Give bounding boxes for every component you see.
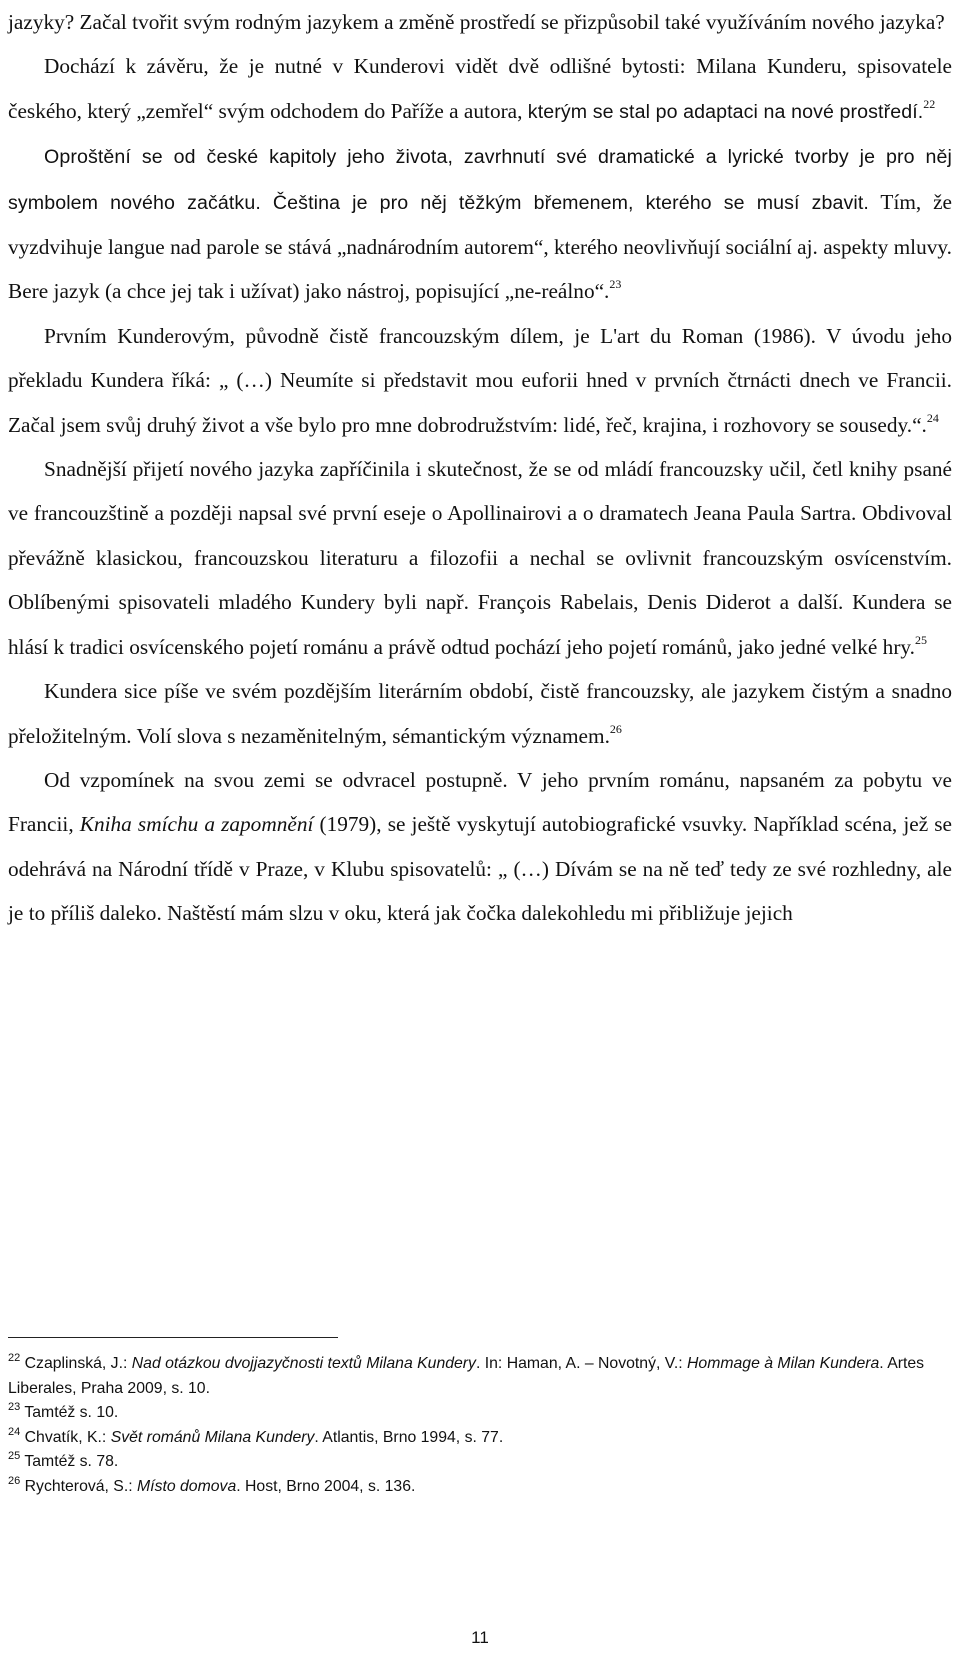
text-run: Prvním Kunderovým, původně čistě francouzským dílem, je L'art du Roman (1986). V úvodu jeho překladu Kundera říká: „ (…) Neumíte si představit mou euforii hned v prvních čtrnácti dnech ve Francii. Začal jsem svůj druhý život a vše bylo pro mne dobrodružstvím: lidé, řeč, krajina, i rozhovory se sousedy.“. — [8, 323, 952, 437]
footnote — [8, 1475, 948, 1500]
body-text — [8, 0, 952, 936]
footnote-separator — [8, 1337, 338, 1338]
text-run: Od vzpomínek na svou zemi se odvracel postupně. V jeho prvním románu, napsaném za pobytu ve Francii, — [8, 767, 952, 837]
footnote — [8, 1352, 948, 1401]
footnote-title: Nad otázkou dvojjazyčnosti textů Milana Kundery — [131, 1355, 476, 1372]
footnote — [8, 1450, 948, 1475]
text-run: Kundera sice píše ve svém pozdějším literárním období, čistě francouzsky, ale jazykem čistým a snadno přeložitelným. Volí slova s nezaměnitelným, sémantickým významem. — [8, 679, 952, 748]
footnote-ref: 25 — [915, 632, 928, 647]
text-run: Snadnější přijetí nového jazyka zapříčinila i skutečnost, že se od mládí francouzsky učil, četl knihy psané ve francouzštině a později napsal své první eseje o Apollinairovi a o dramatech Jeana Paula Sartra. Obdivoval převážně klasickou, francouzskou literaturu a filozofii a nechal se ovlivnit francouzským osvícenstvím. Oblíbenými spisovateli mladého Kundery byli např. François Rabelais, Denis Diderot a další. Kundera se hlásí k tradici osvícenského pojetí románu a právě odtud pochází jeho pojetí románů, jako jedné velké hry. — [8, 457, 952, 659]
footnote-ref: 26 — [609, 721, 622, 736]
footnote-title: Místo domova — [137, 1477, 237, 1495]
paragraph — [8, 447, 952, 669]
paragraph — [8, 134, 952, 314]
footnote-ref: 22 — [923, 96, 936, 111]
text-run: Tím, že vyzdvihuje langue nad parole se stává „nadnárodním autorem“, kterého neovlivňují sociální aj. aspekty mluvy. Bere jazyk (a chce jej tak i užívat) jako nástroj, popisující „ne-reálno“. — [8, 189, 952, 304]
footnote-title: Svět románů Milana Kundery — [110, 1428, 315, 1446]
footnote-text: . Atlantis, Brno 1994, s. 77. — [314, 1428, 504, 1446]
footnote-ref: 23 — [609, 277, 622, 292]
text-run: Dochází k závěru, že je nutné v Kunderovi vidět dvě odlišné bytosti: Milana Kunderu, spisovatele českého, který „zemřel“ svým odchodem do Paříže a autora, — [8, 54, 952, 123]
footnote — [8, 1426, 948, 1451]
text-run: kterým se stal po adaptaci na nové prostředí. — [527, 100, 924, 123]
footnote-text: Tamtéž s. 10. — [20, 1404, 119, 1421]
footnote-number: 26 — [8, 1474, 21, 1487]
paragraph — [8, 44, 952, 134]
paragraph — [8, 758, 952, 936]
footnote-number: 22 — [8, 1352, 21, 1364]
footnote-text: . Artes Liberales, Praha 2009, s. 10. — [8, 1355, 925, 1397]
text-run: (1979), se ještě vyskytují autobiografické vsuvky. Například scéna, jež se odehrává na Národní třídě v Praze, v Klubu spisovatelů: „ (…) Dívám se na ně teď tedy ze své rozhledny, ale je to příliš daleko. Naštěstí mám slzu v oku, která jak čočka dalekohledu mi přibližuje jejich — [8, 812, 952, 926]
footnote-number: 24 — [8, 1425, 21, 1438]
footnote-number: 25 — [8, 1450, 21, 1462]
footnote-text: Tamtéž s. 78. — [20, 1453, 119, 1470]
footnotes — [8, 1352, 948, 1499]
paragraph — [8, 0, 952, 44]
footnote-text: Rychterová, S.: — [20, 1477, 138, 1495]
text-run: jazyky? Začal tvořit svým rodným jazykem a změně prostředí se přizpůsobil také využíváním nového jazyka? — [8, 10, 945, 34]
footnote-text: Chvatík, K.: — [20, 1428, 111, 1446]
footnote-text: . Host, Brno 2004, s. 136. — [236, 1477, 416, 1495]
footnote — [8, 1401, 948, 1426]
text-run: Oproštění se od české kapitoly jeho života, zavrhnutí své dramatické a lyrické tvorby je pro něj symbolem nového začátku. Čeština je pro něj těžkým břemenem, kterého se musí zbavit. — [8, 146, 952, 214]
page-number: 11 — [471, 1628, 489, 1647]
paragraph — [8, 669, 952, 758]
paragraph — [8, 314, 952, 447]
footnote-text: . In: Haman, A. – Novotný, V.: — [475, 1355, 687, 1372]
footnote-text: Czaplinská, J.: — [20, 1355, 132, 1372]
footnote-number: 23 — [8, 1401, 21, 1413]
book-title: Kniha smíchu a zapomnění — [79, 812, 314, 837]
footnote-title: Hommage à Milan Kundera — [687, 1355, 880, 1372]
footnote-ref: 24 — [926, 410, 939, 425]
